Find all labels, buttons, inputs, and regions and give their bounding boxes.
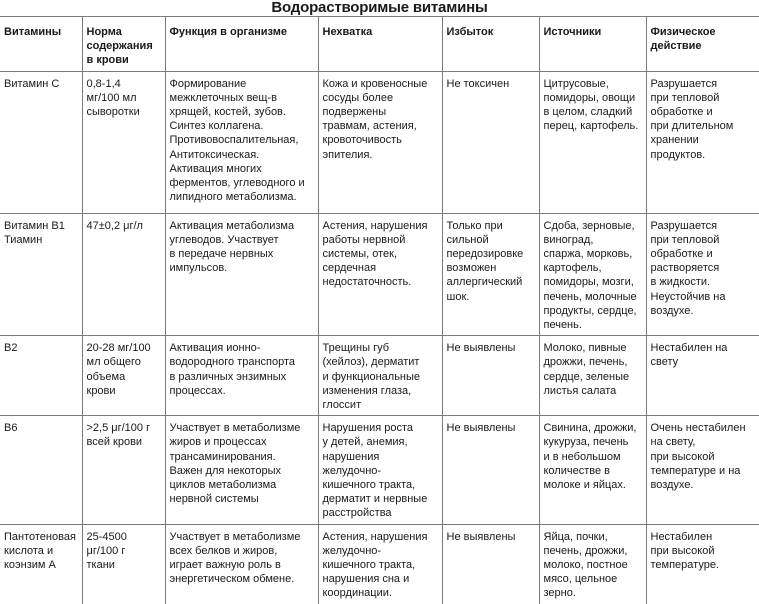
cell-deficiency: Астения, нарушения желудочно- кишечного тракта, нарушения сна и координации. bbox=[318, 524, 442, 604]
table-row bbox=[0, 213, 759, 336]
cell-deficiency: Астения, нарушения работы нервной системы, отек, сердечная недостаточность. bbox=[318, 213, 442, 336]
cell-norm: 0,8-1,4 мг/100 мл сыворотки bbox=[82, 71, 165, 213]
cell-vitamin: Витамин С bbox=[0, 71, 82, 213]
cell-effect: Нестабилен на свету bbox=[646, 336, 759, 416]
page-title: Водорастворимые витамины bbox=[271, 0, 488, 16]
cell-norm: 20-28 мг/100 мл общего объема крови bbox=[82, 336, 165, 416]
table-row bbox=[0, 416, 759, 524]
cell-norm: 25-4500 μг/100 г ткани bbox=[82, 524, 165, 604]
table-row bbox=[0, 336, 759, 416]
cell-excess: Не выявлены bbox=[442, 416, 539, 524]
cell-sources: Яйца, почки, печень, дрожжи, молоко, постное мясо, цельное зерно. bbox=[539, 524, 646, 604]
cell-deficiency: Трещины губ (хейлоз), дерматит и функциональные изменения глаза, глоссит bbox=[318, 336, 442, 416]
cell-function: Участвует в метаболизме всех белков и жиров, играет важную роль в энергетическом обмене. bbox=[165, 524, 318, 604]
cell-norm: 47±0,2 μг/л bbox=[82, 213, 165, 336]
cell-norm: >2,5 μг/100 г всей крови bbox=[82, 416, 165, 524]
header-excess: Избыток bbox=[442, 17, 539, 72]
cell-excess: Только при сильной передозировке возможен аллергический шок. bbox=[442, 213, 539, 336]
cell-vitamin: В2 bbox=[0, 336, 82, 416]
cell-effect: Разрушается при тепловой обработке и растворяется в жидкости. Неустойчив на воздухе. bbox=[646, 213, 759, 336]
cell-effect: Нестабилен при высокой температуре. bbox=[646, 524, 759, 604]
header-deficiency: Нехватка bbox=[318, 17, 442, 72]
cell-vitamin: Пантотеновая кислота и коэнзим А bbox=[0, 524, 82, 604]
cell-vitamin: Витамин В1 Тиамин bbox=[0, 213, 82, 336]
cell-effect: Разрушается при тепловой обработке и при длительном хранении продуктов. bbox=[646, 71, 759, 213]
cell-sources: Цитрусовые, помидоры, овощи в целом, сладкий перец, картофель. bbox=[539, 71, 646, 213]
cell-excess: Не выявлены bbox=[442, 524, 539, 604]
cell-function: Участвует в метаболизме жиров и процессах трансаминирования. Важен для некоторых циклов метаболизма нервной системы bbox=[165, 416, 318, 524]
header-effect: Физическое действие bbox=[646, 17, 759, 72]
cell-function: Активация ионно- водородного транспорта в различных энзимных процессах. bbox=[165, 336, 318, 416]
table-header-row bbox=[0, 17, 759, 72]
cell-function: Активация метаболизма углеводов. Участвует в передаче нервных импульсов. bbox=[165, 213, 318, 336]
cell-excess: Не токсичен bbox=[442, 71, 539, 213]
cell-sources: Молоко, пивные дрожжи, печень, сердце, зеленые листья салата bbox=[539, 336, 646, 416]
table-row bbox=[0, 524, 759, 604]
header-vitamins: Витамины bbox=[0, 17, 82, 72]
vitamins-table bbox=[0, 16, 759, 604]
cell-sources: Сдоба, зерновые, виноград, спаржа, морковь, картофель, помидоры, мозги, печень, молочные продукты, сердце, печень. bbox=[539, 213, 646, 336]
table-row bbox=[0, 71, 759, 213]
cell-effect: Очень нестабилен на свету, при высокой температуре и на воздухе. bbox=[646, 416, 759, 524]
cell-function: Формирование межклеточных вещ-в хрящей, костей, зубов. Синтез коллагена. Противовоспалительная, Антитоксическая. Активация многих ферментов, углеводного и липидного метаболизма. bbox=[165, 71, 318, 213]
header-sources: Источники bbox=[539, 17, 646, 72]
header-function: Функция в организме bbox=[165, 17, 318, 72]
cell-vitamin: В6 bbox=[0, 416, 82, 524]
cell-excess: Не выявлены bbox=[442, 336, 539, 416]
header-norm: Норма содержания в крови bbox=[82, 17, 165, 72]
cell-sources: Свинина, дрожжи, кукуруза, печень и в небольшом количестве в молоке и яйцах. bbox=[539, 416, 646, 524]
cell-deficiency: Кожа и кровеносные сосуды более подвержены травмам, астения, кровоточивость эпителия. bbox=[318, 71, 442, 213]
cell-deficiency: Нарушения роста у детей, анемия, нарушения желудочно- кишечного тракта, дерматит и нервные расстройства bbox=[318, 416, 442, 524]
